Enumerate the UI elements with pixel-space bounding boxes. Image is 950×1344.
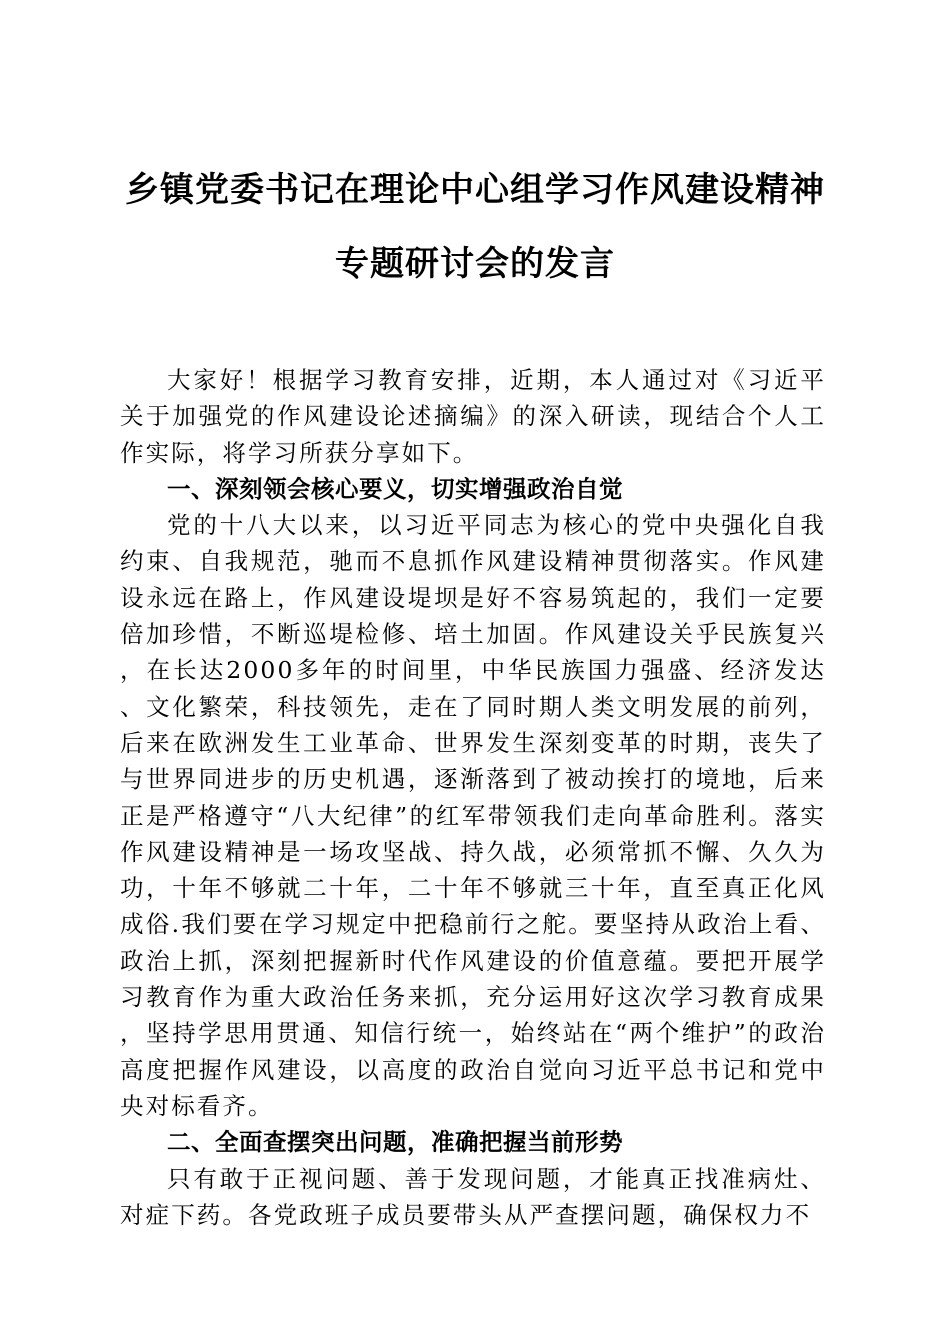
- document-title-line-2: 专题研讨会的发言: [335, 244, 615, 284]
- section-1-paragraph: 党的十八大以来，以习近平同志为核心的党中央强化自我约束、自我规范，驰而不息抓作风建设精神贯彻落实。作风建设永远在路上，作风建设堤坝是好不容易筑起的，我们一定要倍加珍惜，不断巡堤检修、培土加固。作风建设关乎民族复兴，在长达2000多年的时间里，中华民族国力强盛、经济发达、文化繁荣，科技领先，走在了同时期人类文明发展的前列，后来在欧洲发生工业革命、世界发生深刻变革的时期，丧失了与世界同进步的历史机遇，逐渐落到了被动挨打的境地，后来正是严格遵守“八大纪律”的红军带领我们走向革命胜利。落实作风建设精神是一场攻坚战、持久战，必须常抓不懈、久久为功，十年不够就二十年，二十年不够就三十年，直至真正化风成俗.我们要在学习规定中把稳前行之舵。要坚持从政治上看、政治上抓，深刻把握新时代作风建设的价值意蕴。要把开展学习教育作为重大政治任务来抓，充分运用好这次学习教育成果，坚持学思用贯通、知信行统一，始终站在“两个维护”的政治高度把握作风建设，以高度的政治自觉向习近平总书记和党中央对标看齐。: [120, 511, 826, 1120]
- section-heading-1: 一、深刻领会核心要义，切实增强政治自觉: [167, 474, 623, 503]
- section-2-paragraph: 只有敢于正视问题、善于发现问题，才能真正找准病灶、对症下药。各党政班子成员要带头从严查摆问题，确保权力不: [120, 1164, 826, 1229]
- document-title-line-1: 乡镇党委书记在理论中心组学习作风建设精神: [125, 170, 825, 210]
- section-heading-2: 二、全面查摆突出问题，准确把握当前形势: [167, 1128, 623, 1157]
- document-body: [120, 362, 826, 1233]
- intro-paragraph: 大家好！根据学习教育安排，近期，本人通过对《习近平关于加强党的作风建设论述摘编》的深入研读，现结合个人工作实际，将学习所获分享如下。: [120, 366, 826, 467]
